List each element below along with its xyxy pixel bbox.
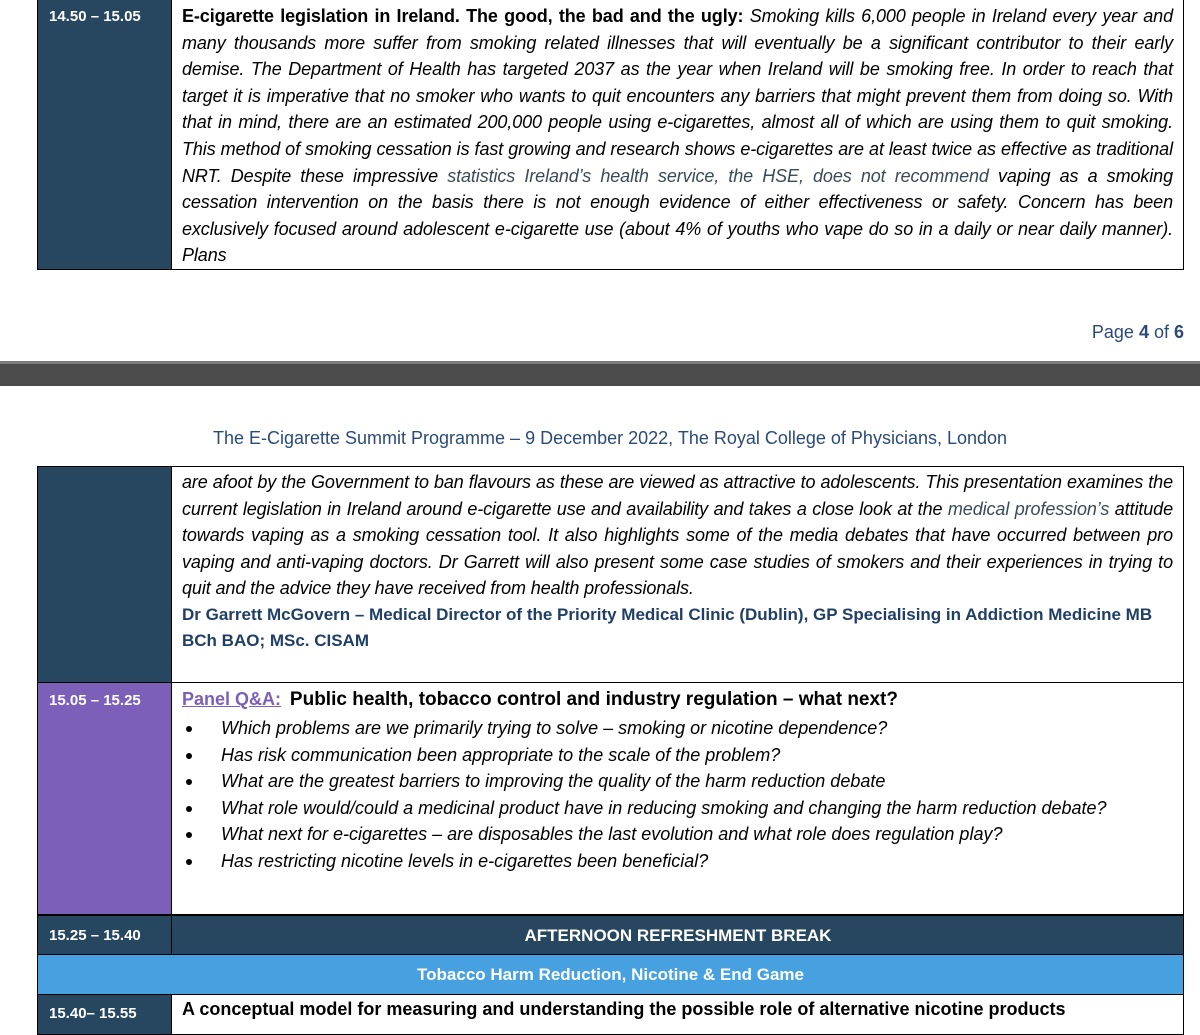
programme-table-row-break <box>37 915 1184 955</box>
session-content <box>173 0 1183 269</box>
page-header: The E-Cigarette Summit Programme – 9 December 2022, The Royal College of Physicians, London <box>212 428 1008 448</box>
list-item <box>182 848 1173 875</box>
page-prefix: Page <box>1091 322 1139 342</box>
session-body: Smoking kills 6,000 people in Ireland every year and many thousands more suffer from smoking related illnesses that will eventually be a significant contributor to their early demise. The Department of Health has targeted 2037 as the year when Ireland will be smoking free. In order to reach that target it is imperative that no smoker who wants to quit encounters any barriers that might prevent them from doing so. With that in mind, there are an estimated 200,000 people using e-cigarettes, almost all of which are using them to quit smoking. This method of smoking cessation is fast growing and research shows e-cigarettes are at least twice as effective as traditional NRT. Despite these impressive <box>182 6 1173 186</box>
bullet-icon <box>186 753 192 759</box>
speaker: Dr Garrett McGovern – Medical Director of the Priority Medical Clinic (Dublin), GP Specialising in Addiction Medicine MB BCh BAO; MSc. CISAM <box>182 604 1153 650</box>
section-title: Tobacco Harm Reduction, Nicotine & End Game <box>417 965 804 984</box>
question-text: What are the greatest barriers to improving the quality of the harm reduction debate <box>221 771 886 792</box>
bullet-icon <box>186 832 192 838</box>
session-description-cont <box>182 469 1173 602</box>
panel-qa-link[interactable]: Panel Q&A: <box>182 689 282 709</box>
session-title: E-cigarette legislation in Ireland. The good, the bad and the ugly: <box>182 6 744 26</box>
session-time: 15.05 – 15.25 <box>49 692 141 709</box>
session-time: 15.40– 15.55 <box>38 995 172 1034</box>
programme-table-row <box>37 995 1184 1035</box>
programme-table-row-continued <box>37 466 1184 683</box>
question-text: Has restricting nicotine levels in e-cigarettes been beneficial? <box>221 850 709 871</box>
time-cell <box>38 683 172 914</box>
page-total: 6 <box>1173 322 1184 342</box>
bullet-icon <box>186 779 192 785</box>
bullet-icon <box>186 726 192 732</box>
time-cell <box>38 0 172 269</box>
question-text: Which problems are we primarily trying to solve – smoking or nicotine dependence? <box>221 718 888 738</box>
session-time: 14.50 – 15.05 <box>49 8 141 25</box>
bullet-icon <box>186 859 192 865</box>
list-item <box>182 742 1173 769</box>
programme-table-page4 <box>37 0 1184 270</box>
session-body-cont: attitude towards vaping as a smoking cessation tool. It also highlights some of the media debates that have occurred between pro vaping and anti-vaping doctors. Dr Garrett will also present some case studies of smokers and their experiences in trying to quit and the advice they have received from health professionals. <box>182 498 1173 599</box>
panel-title: Public health, tobacco control and industry regulation – what next? <box>289 689 898 710</box>
session-body-note: medical profession’s <box>947 498 1110 519</box>
session-content <box>173 467 1183 682</box>
session-body: are afoot by the Government to ban flavours as these are viewed as attractive to adolescents. This presentation examines the current legislation in Ireland around e-cigarette use and availability and takes a close look at the <box>182 472 1173 519</box>
list-item <box>182 715 1173 742</box>
section-header-row <box>37 955 1184 995</box>
page-of: of <box>1148 322 1174 342</box>
time-cell <box>38 467 172 682</box>
programme-table-row-panel <box>37 683 1184 915</box>
session-content <box>173 683 1183 914</box>
panel-questions <box>182 715 1173 875</box>
session-body-note: statistics Ireland’s health service, the HSE, does not recommend <box>447 165 989 186</box>
list-item <box>182 795 1173 822</box>
page-current: 4 <box>1138 322 1149 342</box>
bullet-icon <box>186 806 192 812</box>
session-body-cont: vaping as a smoking cessation intervention on the basis there is not enough evidence of either effectiveness or safety. Concern has been exclusively focused around adolescent e-cigarette use (about 4% of youths who vape do so in a daily or near daily manner). Plans <box>182 165 1174 266</box>
session-title: A conceptual model for measuring and understanding the possible role of alternative nicotine products <box>182 999 1066 1019</box>
question-text: What role would/could a medicinal product have in reducing smoking and changing the harm reduction debate? <box>221 797 1107 818</box>
session-description <box>182 3 1173 269</box>
list-item <box>182 821 1173 848</box>
list-item <box>182 768 1173 795</box>
question-text: Has risk communication been appropriate to the scale of the problem? <box>221 744 781 765</box>
session-time: 15.25 – 15.40 <box>38 916 172 954</box>
page-separator <box>0 364 1200 386</box>
break-label: AFTERNOON REFRESHMENT BREAK <box>524 926 832 945</box>
page-number <box>1092 322 1184 343</box>
panel-heading <box>182 685 1173 715</box>
question-text: What next for e-cigarettes – are disposables the last evolution and what role does regulation play? <box>221 824 1003 845</box>
